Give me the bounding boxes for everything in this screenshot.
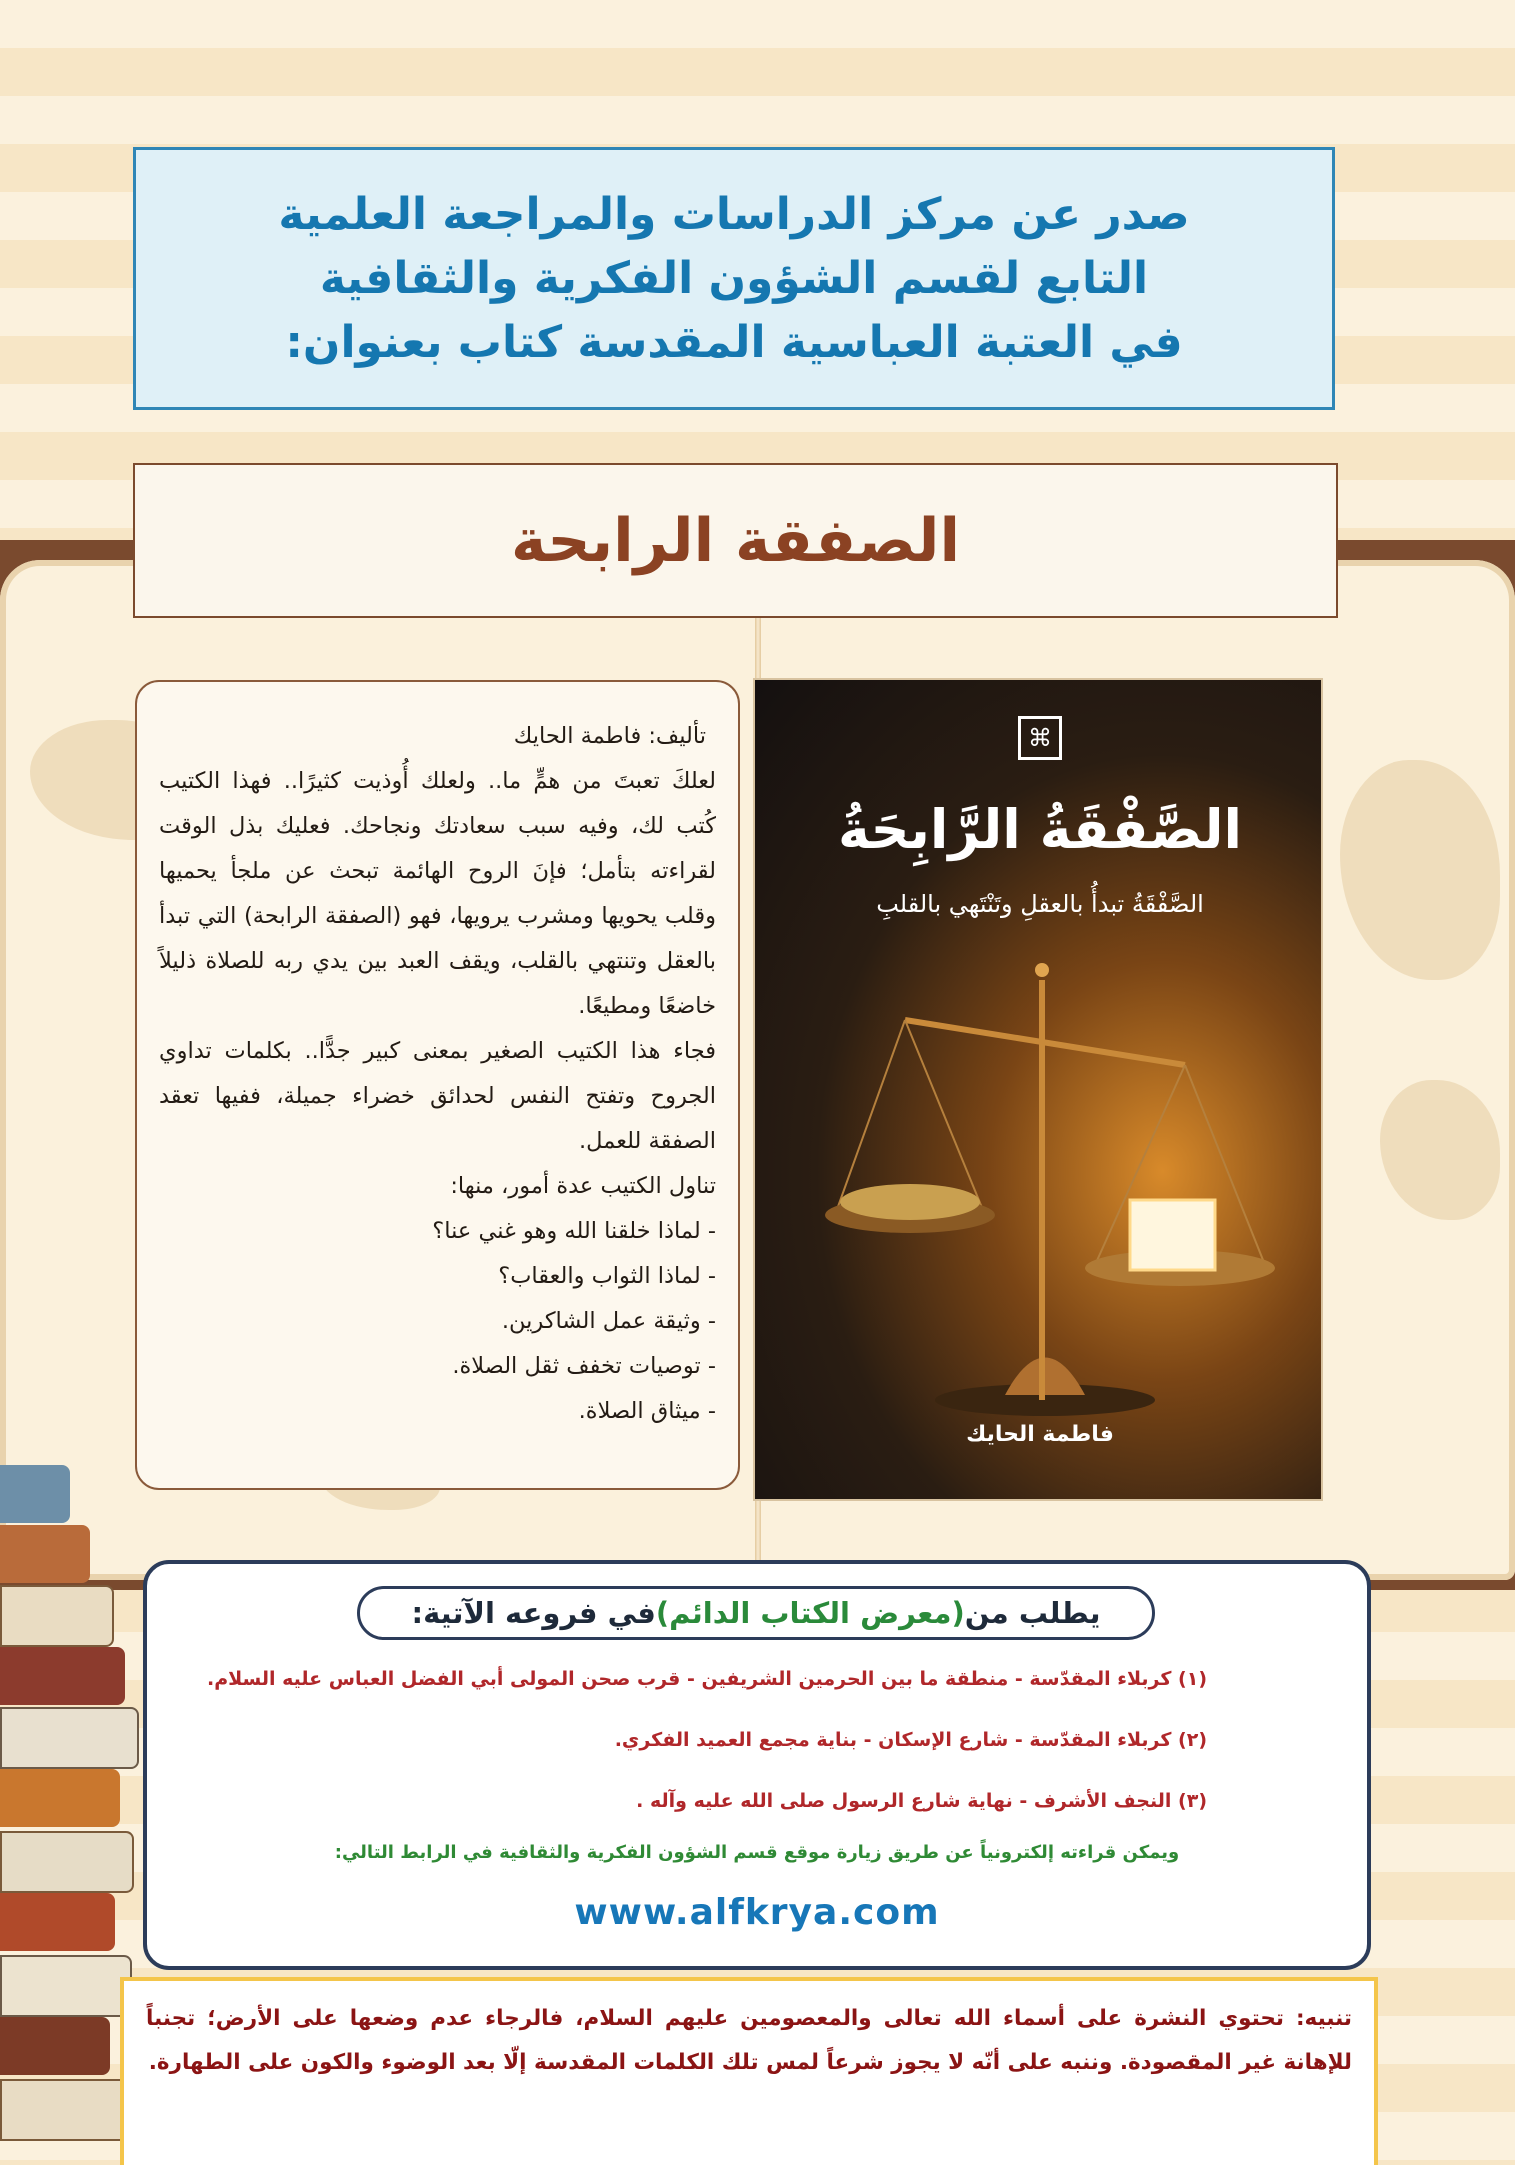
- list-item: - ميثاق الصلاة.: [159, 1389, 716, 1434]
- author-line: تأليف: فاطمة الحايك: [513, 723, 706, 749]
- heading-prefix: يطلب من: [964, 1596, 1101, 1630]
- list-item: - وثيقة عمل الشاكرين.: [159, 1299, 716, 1344]
- header-line: التابع لقسم الشؤون الفكرية والثقافية: [319, 252, 1149, 304]
- notice-box: [120, 1977, 1378, 2165]
- description-paragraph: فجاء هذا الكتيب الصغير بمعنى كبير جدًّا.. بكلمات تداوي الجروح وتفتح النفس لحدائق خضراء جميلة، ففيها تعقد الصفقة للعمل.: [159, 1038, 716, 1154]
- online-reading-text: ويمكن قراءته إلكترونياً عن طريق زيارة موقع قسم الشؤون الفكرية والثقافية في الرابط التالي:: [334, 1842, 1180, 1863]
- list-item: - توصيات تخفف ثقل الصلاة.: [159, 1344, 716, 1389]
- cover-subtitle: الصَّفْقَةُ تبدأُ بالعقلِ وتَنْتَهي بالقلبِ: [876, 890, 1204, 918]
- branch-item: (٢) كربلاء المقدّسة - شارع الإسكان - بناية مجمع العميد الفكري.: [614, 1729, 1207, 1751]
- list-item: - لماذا الثواب والعقاب؟: [159, 1254, 716, 1299]
- description-paragraph: لعلكَ تعبتَ من همٍّ ما.. ولعلك أُوذيت كثيرًا.. فهذا الكتيب كُتب لك، وفيه سبب سعادتك ونجاحك. فعليك بذل الوقت لقراءته بتأمل؛ فإنَ الروح الهائمة تبحث عن ملجأ يحميها وقلب يحويها ومشرب يرويها، فهو (الصفقة الرابحة) التي تبدأ بالعقل وتنتهي بالقلب، ويقف العبد بين يدي ربه للصلاة ذليلاً خاضعًا ومطيعًا.: [159, 768, 716, 1019]
- header-line: صدر عن مركز الدراسات والمراجعة العلمية: [278, 188, 1190, 240]
- heading-highlight: (معرض الكتاب الدائم): [655, 1596, 965, 1630]
- heading-suffix: في فروعه الآتية:: [411, 1596, 656, 1630]
- topics-intro: تناول الكتيب عدة أمور، منها:: [450, 1173, 716, 1199]
- website-link[interactable]: www.alfkrya.com: [574, 1892, 940, 1933]
- books-stack-illustration: [0, 1465, 140, 2165]
- book-cover-image: [753, 678, 1323, 1501]
- notice-text: تنبيه: تحتوي النشرة على أسماء الله تعالى والمعصومين عليهم السلام، فالرجاء عدم وضعها على الأرض؛ تجنباً للإهانة غير المقصودة. وننبه على أنّه لا يجوز شرعاً لمس تلك الكلمات المقدسة إلّا بعد الوضوء والكون على الطهارة.: [146, 2006, 1352, 2075]
- book-description: [135, 680, 740, 1490]
- book-title-box: [133, 463, 1338, 618]
- header-line: في العتبة العباسية المقدسة كتاب بعنوان:: [285, 316, 1183, 368]
- branches-panel: [143, 1560, 1371, 1970]
- cover-title: الصَّفْقَةُ الرَّابِحَةُ: [837, 798, 1243, 861]
- branch-item: (١) كربلاء المقدّسة - منطقة ما بين الحرمين الشريفين - قرب صحن المولى أبي الفضل العباس عليه السلام.: [206, 1668, 1207, 1690]
- publisher-header-box: [133, 147, 1335, 410]
- topics-list: [159, 1209, 716, 1434]
- cover-author: فاطمة الحايك: [966, 1422, 1114, 1447]
- publisher-logo-icon: ⌘: [1018, 716, 1062, 760]
- book-title: الصفقة الرابحة: [511, 505, 961, 576]
- list-item: - لماذا خلقنا الله وهو غني عنا؟: [159, 1209, 716, 1254]
- branches-heading: [357, 1586, 1155, 1640]
- branch-item: (٣) النجف الأشرف - نهاية شارع الرسول صلى الله عليه وآله .: [636, 1790, 1207, 1812]
